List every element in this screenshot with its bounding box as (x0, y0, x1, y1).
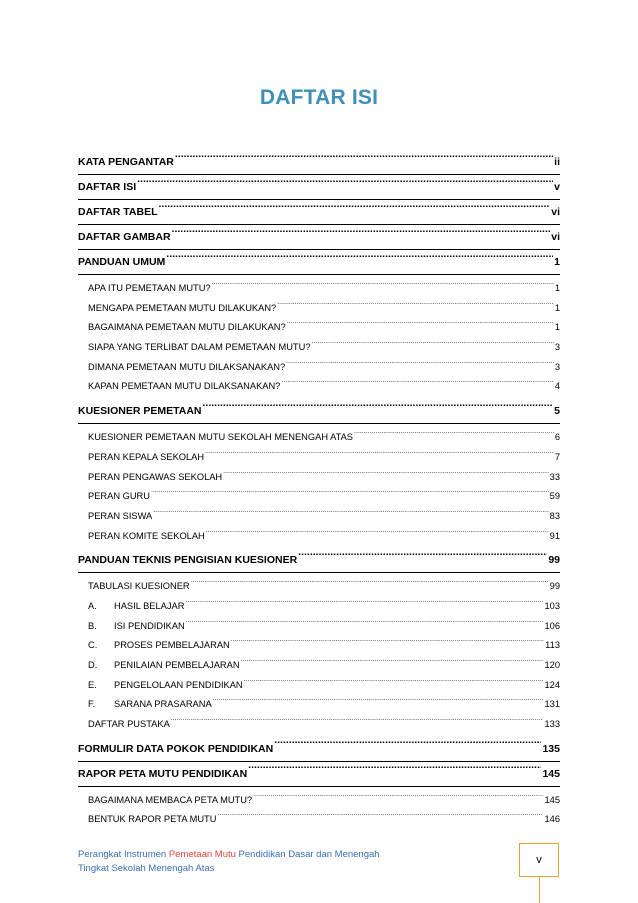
toc-subentry (78, 507, 560, 527)
dot-leader (191, 580, 549, 589)
toc-subentry-label-group (88, 597, 184, 617)
footer-text: Perangkat Instrumen (78, 849, 169, 860)
toc-entry-page: 1 (554, 256, 560, 268)
dot-leader (253, 793, 543, 802)
document-title: DAFTAR ISI (259, 86, 379, 109)
page-number-box (519, 843, 559, 877)
toc-subentry-page: 3 (554, 361, 560, 372)
toc-subentry-label-group (88, 791, 252, 811)
toc-subentry-label: PERAN GURU (88, 491, 150, 502)
toc-entry-label: FORMULIR DATA POKOK PENDIDIKAN (78, 742, 274, 755)
dot-leader (171, 718, 544, 727)
toc-subentry-number: C. (88, 640, 98, 651)
toc-subentry (78, 428, 560, 448)
toc-subentry-label-group (88, 377, 280, 397)
dot-leader (241, 659, 544, 668)
toc-entry-label: KATA PENGANTAR (78, 156, 174, 168)
toc-entry-label: KUESIONER PEMETAAN (78, 405, 202, 418)
toc-subentry (78, 448, 560, 468)
toc-entry (78, 225, 560, 250)
toc-subentry-label-group (88, 358, 285, 378)
toc-subentry-label-group (88, 617, 185, 637)
dot-leader (354, 431, 554, 440)
page-footer (78, 848, 380, 876)
toc-subentry-label: TABULASI KUESIONER (88, 581, 190, 592)
toc-subentry-label-group (88, 577, 190, 597)
toc-subentry-label: PENILAIAN PEMBELAJARAN (114, 660, 240, 670)
dot-leader (202, 404, 553, 415)
toc-entry-page: vi (551, 231, 560, 243)
dot-leader (153, 510, 548, 519)
toc-subentry-page: 99 (549, 581, 560, 592)
toc-subentry-page: 1 (554, 283, 560, 293)
toc-subentry (78, 577, 560, 597)
toc-subentry-label-group (88, 656, 240, 676)
toc-subentry (78, 636, 560, 656)
toc-subentry-label: PROSES PEMBELAJARAN (114, 640, 230, 651)
toc-subentry-label: KAPAN PEMETAAN MUTU DILAKSANAKAN? (88, 381, 281, 392)
toc-subentry-page: 1 (554, 322, 560, 333)
toc-subentry-label-group (88, 468, 222, 488)
toc-subentry-label: BAGAIMANA PEMETAAN MUTU DILAKUKAN? (88, 322, 286, 333)
dot-leader (223, 470, 549, 479)
toc-subentry-label-group (88, 448, 204, 468)
toc-subentry-number: B. (88, 620, 97, 631)
toc-subentry-page: 33 (549, 471, 560, 482)
toc-subentry-label-group (88, 299, 276, 319)
toc-subentry-page: 91 (549, 530, 560, 541)
table-of-contents (78, 150, 560, 832)
dot-leader (312, 341, 554, 350)
dot-leader (274, 741, 541, 752)
toc-subentry-page: 7 (554, 451, 560, 462)
toc-entry-label: DAFTAR TABEL (78, 206, 158, 218)
toc-entry-page: 5 (554, 405, 560, 418)
toc-subentry-page: 1 (554, 302, 560, 313)
toc-entry-label: RAPOR PETA MUTU PENDIDIKAN (78, 767, 248, 780)
dot-leader (206, 529, 549, 538)
toc-subentry-number: A. (88, 600, 97, 611)
toc-entry-page: ii (554, 156, 560, 168)
toc-entry (78, 250, 560, 275)
toc-subentry-page: 146 (544, 814, 560, 825)
dot-leader (213, 698, 544, 707)
toc-subentry-label: PENGELOLAAN PENDIDIKAN (114, 679, 243, 690)
footer-line-1 (78, 848, 380, 862)
toc-subentry (78, 338, 560, 358)
dot-leader (244, 678, 544, 687)
toc-entry-page: v (554, 181, 560, 193)
toc-subentry (78, 656, 560, 676)
toc-subentry-label: DAFTAR PUSTAKA (88, 719, 170, 730)
toc-entry-page: 135 (542, 742, 560, 755)
footer-text: Pendidikan Dasar dan Menengah (235, 849, 380, 860)
toc-subentry-page: 4 (554, 381, 560, 392)
toc-entry (78, 150, 560, 175)
toc-subentry (78, 810, 560, 830)
toc-subentry-label-group (88, 676, 243, 696)
toc-subentry-page: 106 (544, 620, 560, 631)
dot-leader (287, 321, 554, 330)
dot-leader (286, 360, 554, 369)
footer-line-2: Tingkat Sekolah Menengah Atas (78, 863, 215, 874)
toc-subentry (78, 279, 560, 299)
toc-subentry-label: PERAN KEPALA SEKOLAH (88, 451, 205, 462)
toc-subentry (78, 358, 560, 378)
toc-subentry (78, 487, 560, 507)
toc-subentry (78, 377, 560, 397)
dot-leader (186, 619, 544, 628)
dot-leader (248, 766, 541, 777)
toc-subentry (78, 676, 560, 696)
toc-subentry-label: KUESIONER PEMETAAN MUTU SEKOLAH MENENGAH ATAS (88, 432, 354, 443)
toc-subentry-label: APA ITU PEMETAAN MUTU? (88, 283, 211, 293)
toc-subentry-page: 6 (554, 432, 560, 443)
dot-leader (175, 155, 553, 166)
dot-leader (159, 205, 551, 216)
toc-entry (78, 200, 560, 225)
toc-subentry-label-group (88, 428, 353, 448)
page-number-line (539, 877, 540, 903)
page-number: v (536, 854, 542, 866)
toc-subentry-label-group (88, 695, 212, 715)
dot-leader (277, 301, 554, 310)
toc-subentry-label-group (88, 715, 170, 735)
toc-subentry-page: 83 (549, 510, 560, 521)
footer-accent-text: Pemetaan Mutu (168, 849, 236, 860)
dot-leader (231, 639, 544, 648)
dot-leader (298, 553, 547, 564)
toc-subentry-label: HASIL BELAJAR (114, 600, 185, 611)
toc-subentry (78, 791, 560, 811)
dot-leader (205, 451, 554, 460)
dot-leader (212, 282, 554, 291)
toc-subentry-label-group (88, 810, 216, 830)
toc-subentry-page: 145 (544, 794, 560, 805)
toc-subentry-page: 103 (544, 600, 560, 611)
toc-entry-page: 145 (542, 767, 560, 780)
toc-subentry (78, 527, 560, 547)
toc-subentry (78, 468, 560, 488)
toc-subentry-page: 133 (544, 719, 560, 730)
toc-entry-page: 99 (548, 554, 560, 567)
toc-subentry-page: 3 (554, 342, 560, 353)
dot-leader (137, 180, 553, 191)
toc-entry-label: PANDUAN UMUM (78, 256, 166, 268)
toc-entry (78, 762, 560, 787)
toc-subentry (78, 318, 560, 338)
toc-subentry-label: MENGAPA PEMETAAN MUTU DILAKUKAN? (88, 302, 277, 313)
toc-subentry-label-group (88, 338, 311, 358)
toc-subentry-label-group (88, 279, 211, 299)
toc-entry (78, 399, 560, 424)
toc-subentry-label-group (88, 507, 152, 527)
toc-subentry-number: F. (88, 699, 96, 710)
toc-subentry-label: DIMANA PEMETAAN MUTU DILAKSANAKAN? (88, 361, 286, 372)
toc-subentry-number: E. (88, 679, 97, 690)
dot-leader (166, 255, 553, 266)
toc-entry (78, 548, 560, 573)
toc-entry-label: DAFTAR ISI (78, 181, 137, 193)
dot-leader (151, 490, 549, 499)
toc-subentry (78, 715, 560, 735)
toc-subentry-label-group (88, 318, 286, 338)
toc-subentry-label: BENTUK RAPOR PETA MUTU (88, 814, 217, 825)
toc-subentry-page: 59 (549, 491, 560, 502)
toc-subentry-page: 120 (544, 660, 560, 670)
toc-entry (78, 737, 560, 762)
toc-subentry (78, 299, 560, 319)
toc-subentry-page: 113 (545, 640, 560, 651)
toc-entry-label: PANDUAN TEKNIS PENGISIAN KUESIONER (78, 554, 298, 567)
toc-subentry (78, 695, 560, 715)
toc-entry-page: vi (551, 206, 560, 218)
dot-leader (172, 230, 551, 241)
toc-subentry-label: ISI PENDIDIKAN (114, 620, 185, 631)
toc-subentry-label: SIAPA YANG TERLIBAT DALAM PEMETAAN MUTU? (88, 342, 311, 353)
toc-subentry-label-group (88, 487, 150, 507)
dot-leader (185, 600, 543, 609)
toc-subentry-label: SARANA PRASARANA (114, 699, 212, 710)
toc-subentry-page: 131 (544, 699, 560, 710)
toc-subentry (78, 597, 560, 617)
toc-entry (78, 175, 560, 200)
toc-subentry-label: PERAN KOMITE SEKOLAH (88, 530, 205, 541)
dot-leader (217, 813, 543, 822)
toc-subentry-label: PERAN SISWA (88, 510, 153, 521)
toc-subentry-page: 124 (544, 679, 560, 690)
toc-subentry-label: PERAN PENGAWAS SEKOLAH (88, 471, 223, 482)
toc-subentry-number: D. (88, 660, 98, 670)
toc-subentry-label-group (88, 636, 230, 656)
toc-subentry-label: BAGAIMANA MEMBACA PETA MUTU? (88, 794, 253, 805)
toc-entry-label: DAFTAR GAMBAR (78, 231, 171, 243)
toc-subentry (78, 617, 560, 637)
toc-subentry-label-group (88, 527, 205, 547)
dot-leader (281, 380, 553, 389)
